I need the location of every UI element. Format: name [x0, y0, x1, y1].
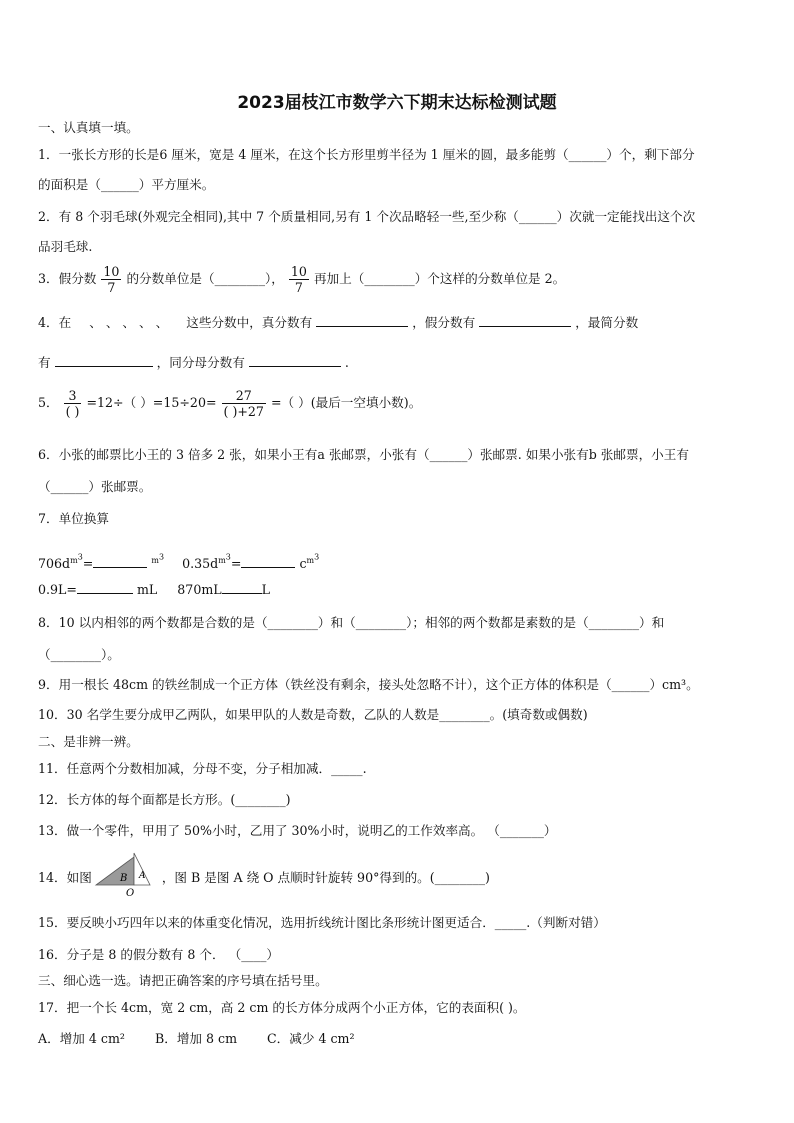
- question-13: 13．做一个零件，甲用了 50%小时，乙用了 30%小时，说明乙的工作效率高。 （_______）: [38, 823, 557, 838]
- unit-sup: m3: [306, 552, 320, 565]
- question-4-text: 有: [38, 355, 51, 370]
- fraction-denominator: ( ): [65, 404, 80, 419]
- question-7-row-2: [38, 581, 758, 599]
- unit-value: c: [299, 555, 307, 571]
- unit-label: mL: [136, 582, 158, 597]
- question-7-row-1: [38, 548, 758, 573]
- unit-sup: m3: [218, 552, 231, 565]
- question-8-line-1: 8．10 以内相邻的两个数都是合数的是（________）和（________）；相邻的两个数都是素数的是（________）和: [38, 615, 665, 630]
- question-4-text: 这些分数中，真分数有: [186, 315, 313, 330]
- answer-blank[interactable]: [479, 314, 571, 327]
- question-7-heading: 7．单位换算: [38, 511, 109, 526]
- answer-blank[interactable]: [316, 314, 408, 327]
- question-9: 9．用一根长 48cm 的铁丝制成一个正方体（铁丝没有剩余，接头处忽略不计），这个正方体的体积是（______）cm³。: [38, 677, 699, 692]
- fraction-27-blank: [222, 388, 266, 419]
- question-2-line-2: 品羽毛球.: [38, 239, 93, 254]
- question-12: 12．长方体的每个面都是长方形。(________): [38, 792, 291, 807]
- question-3-mid-1: 的分数单位是（________），: [126, 271, 284, 286]
- question-4-line-1: [38, 314, 758, 332]
- fraction-numerator: 27: [222, 388, 266, 404]
- question-17-stem: 17．把一个长 4cm，宽 2 cm，高 2 cm 的长方体分成两个小正方体，它的表面积( )。: [38, 1000, 526, 1015]
- question-3-mid-2: 再加上（________）个这样的分数单位是 2。: [313, 271, 566, 286]
- unit-value: 0.35d: [182, 555, 219, 571]
- question-5-prefix: 5．: [38, 395, 59, 410]
- question-4-text: 4．在: [38, 315, 72, 330]
- question-14-prefix: 14．如图: [38, 870, 92, 885]
- fraction-3-blank: [64, 388, 82, 419]
- unit-sup: m3: [151, 552, 165, 565]
- triangle-b: [96, 857, 134, 885]
- fraction-10-7: [289, 264, 309, 295]
- unit-value: 0.9L=: [38, 582, 77, 597]
- page-title: 2023届枝江市数学六下期末达标检测试题: [237, 93, 557, 113]
- question-6-line-1: 6．小张的邮票比小王的 3 倍多 2 张，如果小王有a 张邮票，小张有（______）张邮票. 如果小张有b 张邮票，小王有: [38, 447, 689, 462]
- label-b: B: [120, 873, 128, 884]
- question-1-line-1: 1．一张长方形的长是6 厘米，宽是 4 厘米，在这个长方形里剪半径为 1 厘米的圆，最多能剪（______）个，剩下部分: [38, 147, 695, 162]
- question-11: 11．任意两个分数相加减，分母不变，分子相加减．_____.: [38, 761, 367, 776]
- question-10: 10．30 名学生要分成甲乙两队，如果甲队的人数是奇数，乙队的人数是________。(填奇数或偶数): [38, 707, 588, 722]
- equals: =: [82, 555, 94, 571]
- label-a: A: [139, 871, 146, 881]
- question-6-line-2: （______）张邮票。: [38, 479, 152, 494]
- option-a[interactable]: A．增加 4 cm²: [38, 1031, 125, 1046]
- unit-value: 870mL: [177, 582, 222, 597]
- rotation-triangle-figure: [94, 851, 152, 897]
- question-17-options: [38, 1030, 758, 1048]
- fraction-denominator: 7: [107, 280, 116, 295]
- question-4-text: .: [344, 355, 349, 370]
- answer-blank[interactable]: [222, 581, 262, 594]
- question-16: 16．分子是 8 的假分数有 8 个． （____）: [38, 947, 279, 962]
- question-4-text: ，假分数有: [412, 315, 476, 330]
- question-14: [38, 869, 758, 897]
- question-1-line-2: 的面积是（______）平方厘米。: [38, 177, 215, 192]
- fraction-numerator: 10: [290, 264, 307, 279]
- section-heading-3: 三、细心选一选。请把正确答案的序号填在括号里。: [38, 973, 328, 988]
- question-4-text: ，同分母分数有: [156, 355, 245, 370]
- question-4-line-2: [38, 354, 758, 372]
- option-c[interactable]: C．减少 4 cm²: [267, 1031, 355, 1046]
- answer-blank[interactable]: [77, 581, 133, 594]
- answer-blank[interactable]: [241, 555, 295, 568]
- question-15: 15．要反映小巧四年以来的体重变化情况，选用折线统计图比条形统计图更适合．_____.（判断对错）: [38, 915, 606, 930]
- question-3: [38, 264, 758, 295]
- equals: =: [230, 555, 242, 571]
- unit-label: L: [261, 582, 271, 597]
- section-heading-1: 一、认真填一填。: [38, 120, 139, 135]
- fraction-denominator: 7: [294, 280, 303, 295]
- question-4-text: ，最简分数: [575, 315, 639, 330]
- question-5-mid: =12÷（ ）=15÷20=: [86, 395, 217, 410]
- label-o: O: [126, 888, 135, 897]
- unit-value: 706d: [38, 555, 71, 571]
- unit-sup: m3: [70, 552, 83, 565]
- fraction-denominator: ( )+27: [223, 404, 264, 419]
- fraction-10-7: [101, 264, 121, 295]
- question-4-missing-fractions: 、 、 、 、 、: [89, 315, 169, 330]
- answer-blank[interactable]: [249, 354, 341, 367]
- option-b[interactable]: B．增加 8 cm: [154, 1031, 238, 1046]
- question-5-suffix: =（ ）(最后一空填小数)。: [270, 395, 422, 410]
- question-8-line-2: （________）。: [38, 647, 120, 662]
- answer-blank[interactable]: [93, 555, 147, 568]
- answer-blank[interactable]: [55, 354, 153, 367]
- question-2-line-1: 2．有 8 个羽毛球(外观完全相同),其中 7 个质量相同,另有 1 个次品略轻一些,至少称（______）次就一定能找出这个次: [38, 209, 696, 224]
- question-14-suffix: ，图 B 是图 A 绕 O 点顺时针旋转 90°得到的。(________): [161, 870, 490, 885]
- fraction-numerator: 10: [103, 264, 120, 279]
- section-heading-2: 二、是非辨一辨。: [38, 734, 139, 749]
- question-3-prefix: 3．假分数: [38, 271, 97, 286]
- question-5: [38, 388, 758, 419]
- fraction-numerator: 3: [64, 388, 82, 404]
